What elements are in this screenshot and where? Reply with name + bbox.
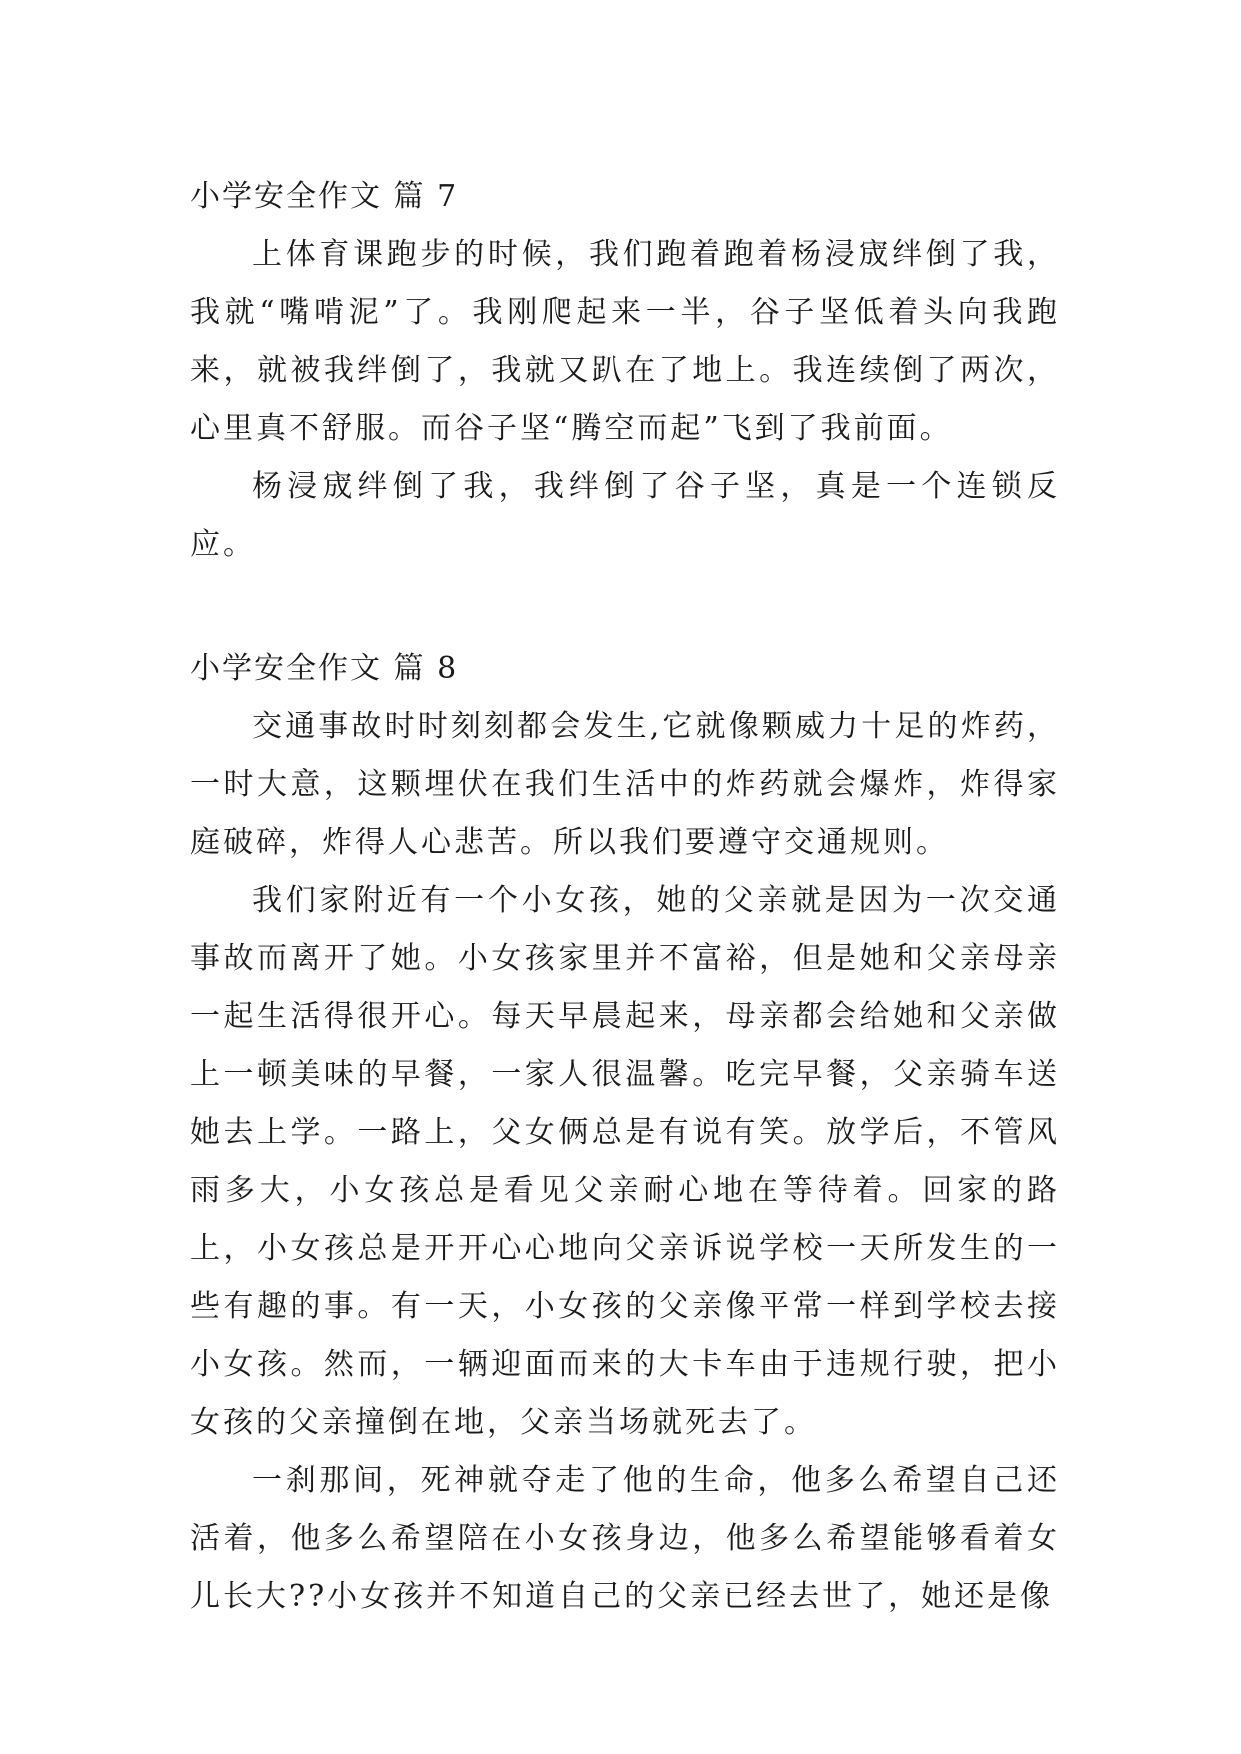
paragraph: 我们家附近有一个小女孩，她的父亲就是因为一次交通事故而离开了她。小女孩家里并不富裕，但是她和父亲母亲一起生活得很开心。每天早晨起来，母亲都会给她和父亲做上一顿美味的早餐，一家人很温馨。吃完早餐，父亲骑车送她去上学。一路上，父女俩总是有说有笑。放学后，不管风雨多大，小女孩总是看见父亲耐心地在等待着。回家的路上，小女孩总是开开心心地向父亲诉说学校一天所发生的一些有趣的事。有一天，小女孩的父亲像平常一样到学校去接小女孩。然而，一辆迎面而来的大卡车由于违规行驶，把小女孩的父亲撞倒在地，父亲当场就死去了。 bbox=[190, 883, 1060, 1440]
section-heading: 小学安全作文 篇 8 bbox=[190, 651, 459, 686]
paragraph: 杨浸宬绊倒了我，我绊倒了谷子坚，真是一个连锁反应。 bbox=[190, 469, 1060, 562]
essay-section-8 bbox=[190, 640, 1060, 1626]
section-gap bbox=[190, 574, 1060, 632]
paragraph: 一刹那间，死神就夺走了他的生命，他多么希望自己还活着，他多么希望陪在小女孩身边，他多么希望能够看着女儿长大??小女孩并不知道自己的父亲已经去世了，她还是像 bbox=[190, 1463, 1060, 1614]
paragraph: 上体育课跑步的时候，我们跑着跑着杨浸宬绊倒了我，我就“嘴啃泥”了。我刚爬起来一半，谷子坚低着头向我跑来，就被我绊倒了，我就又趴在了地上。我连续倒了两次，心里真不舒服。而谷子坚“腾空而起”飞到了我前面。 bbox=[190, 237, 1060, 446]
document-page bbox=[190, 150, 1060, 1626]
essay-section-7 bbox=[190, 168, 1060, 574]
paragraph: 交通事故时时刻刻都会发生,它就像颗威力十足的炸药，一时大意，这颗埋伏在我们生活中的炸药就会爆炸，炸得家庭破碎，炸得人心悲苦。所以我们要遵守交通规则。 bbox=[190, 709, 1060, 860]
section-heading: 小学安全作文 篇 7 bbox=[190, 179, 459, 214]
